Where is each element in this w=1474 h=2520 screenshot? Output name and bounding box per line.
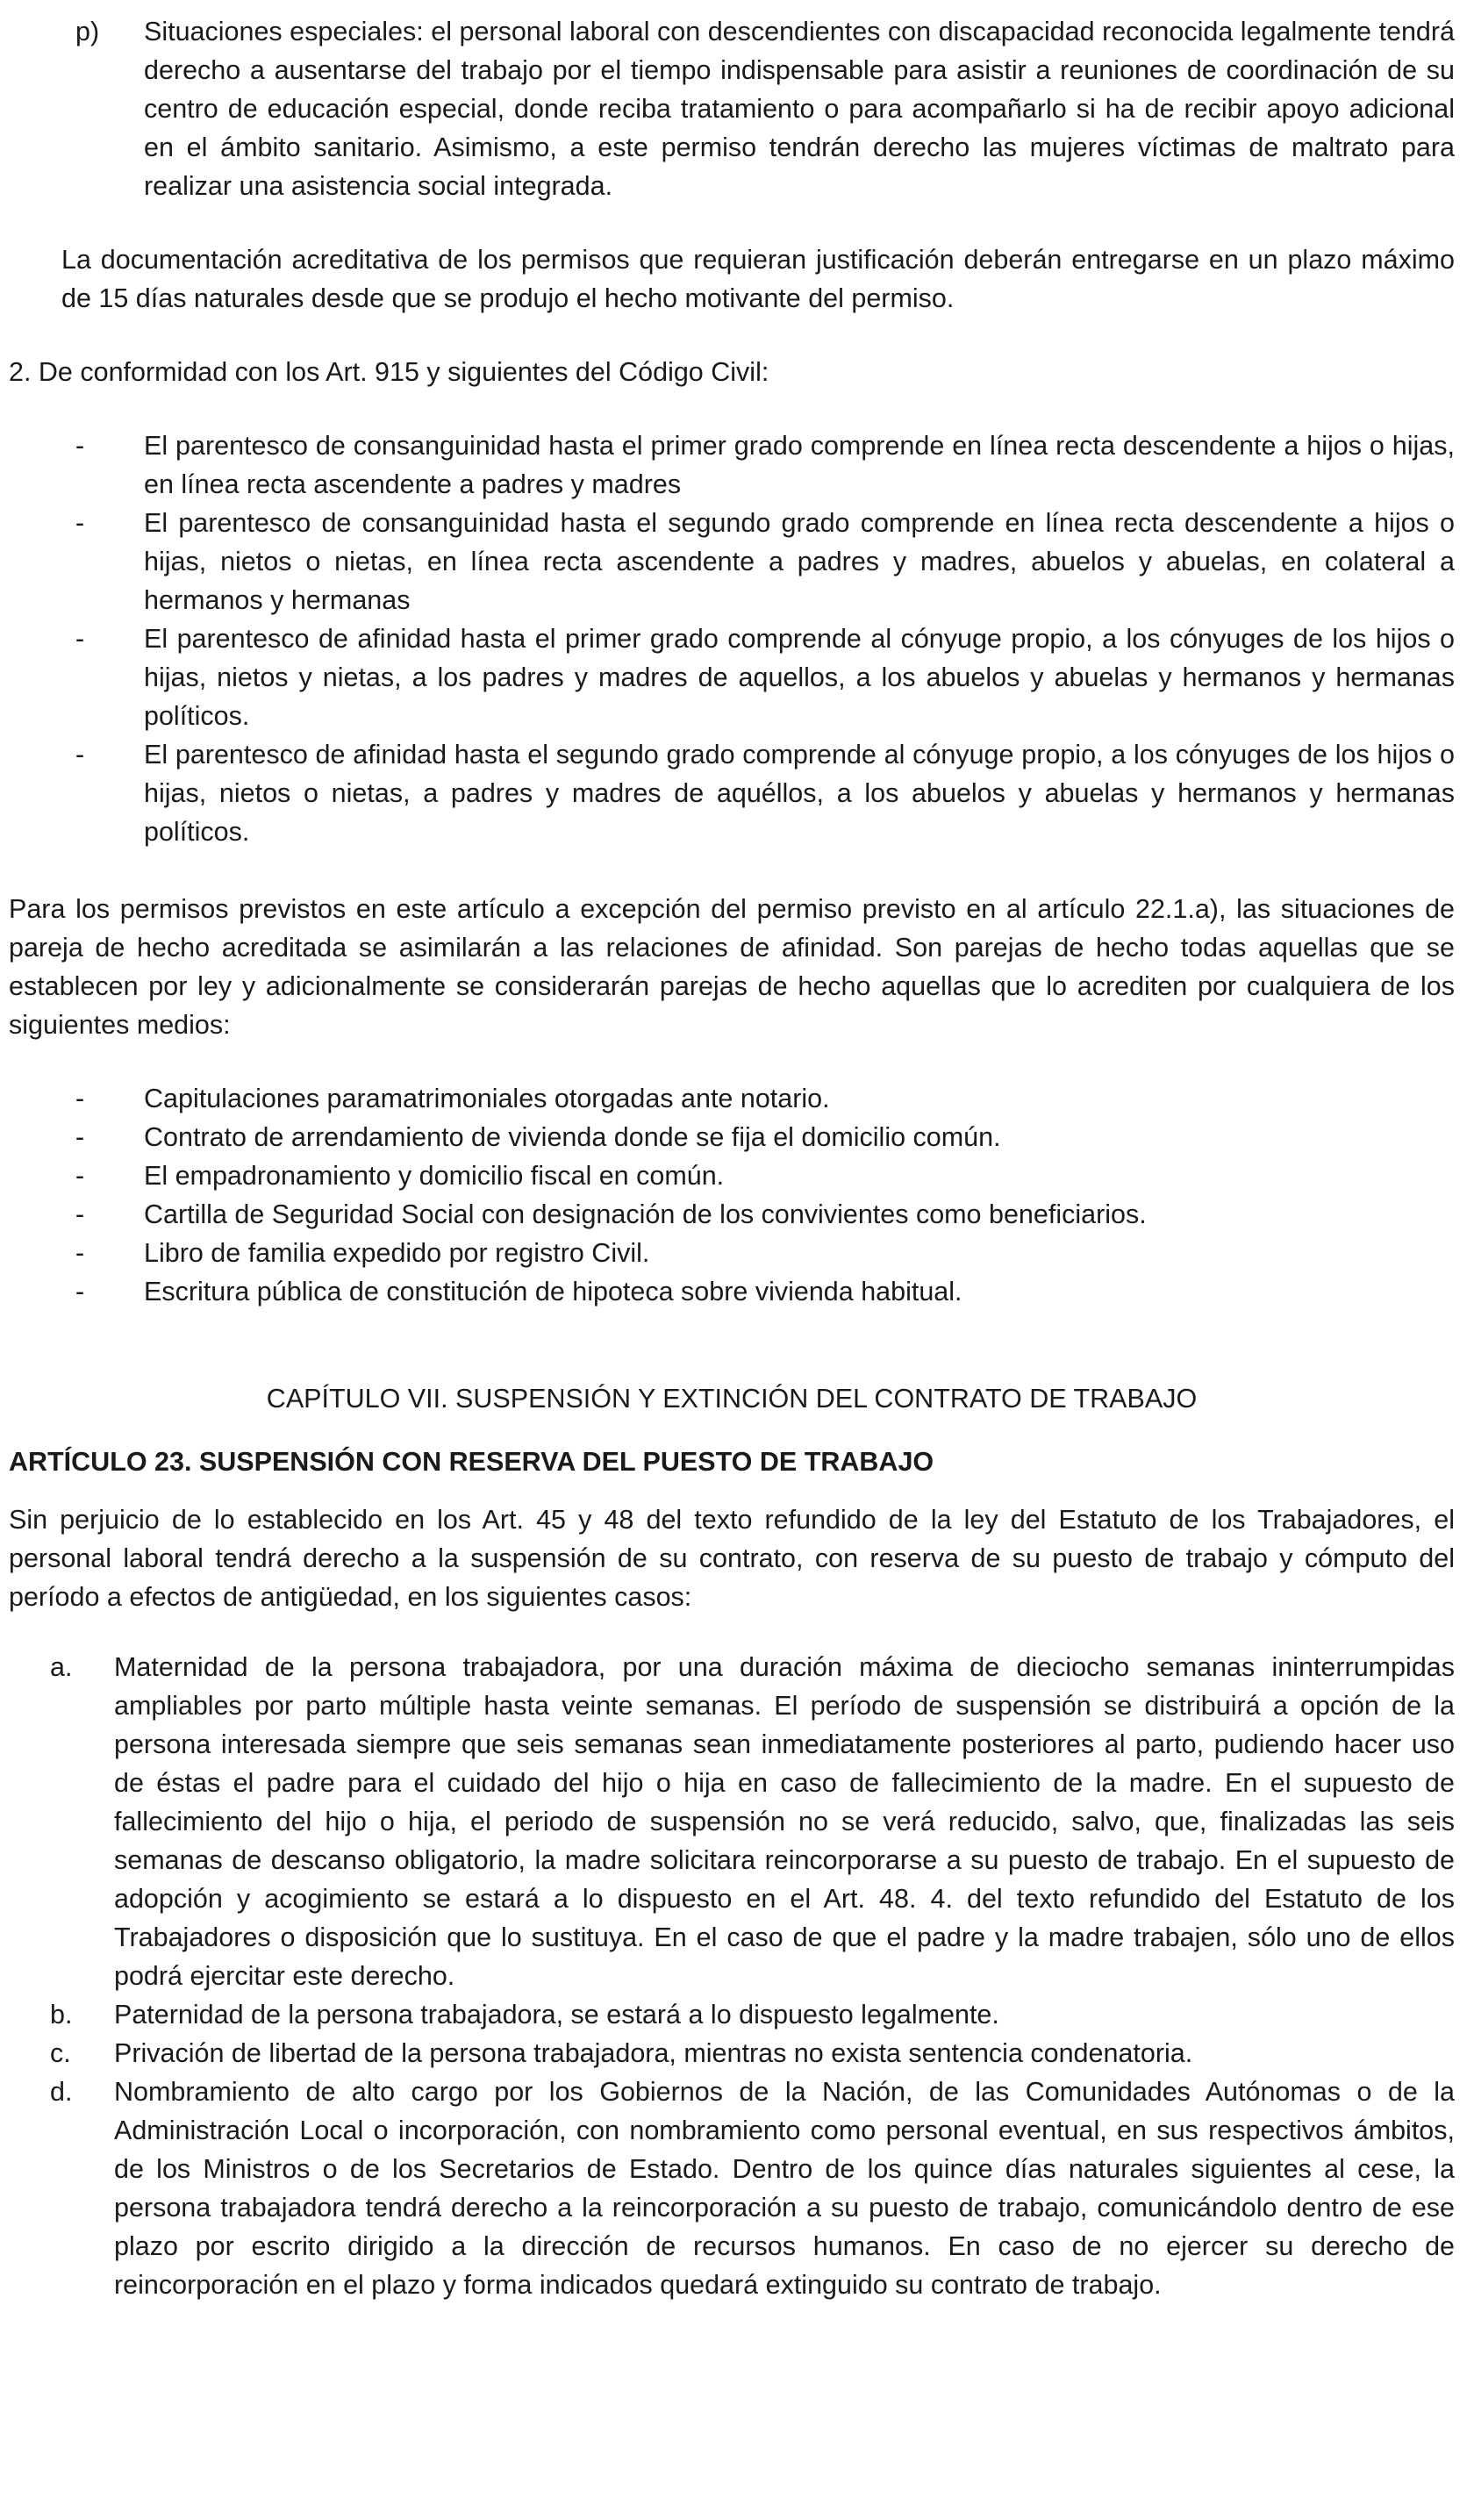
list-item — [9, 1234, 1455, 1272]
list-item-text: El parentesco de consanguinidad hasta el segundo grado comprende en línea recta descendente a hijos o hijas, nietos o nietas, en línea recta ascendente a padres y madres, abuelos y abuelas, en colateral a hermanos y hermanas — [144, 508, 1455, 615]
list-item-text: Cartilla de Seguridad Social con designación de los convivientes como beneficiarios. — [144, 1199, 1147, 1229]
case-text: Paternidad de la persona trabajadora, se estará a lo dispuesto legalmente. — [114, 2000, 999, 2030]
list-dash: - — [75, 624, 85, 654]
documentation-paragraph: La documentación acreditativa de los permisos que requieran justificación deberán entregarse en un plazo máximo de 15 días naturales desde que se produjo el hecho motivante del permiso. — [61, 245, 1455, 313]
list-item — [9, 426, 1455, 504]
item-p-marker: p) — [75, 17, 100, 47]
suspension-cases-list — [9, 1648, 1455, 2304]
case-marker: b. — [50, 2000, 73, 2030]
item-p-text: Situaciones especiales: el personal laboral con descendientes con discapacidad reconocida legalmente tendrá derecho a ausentarse del trabajo por el tiempo indispensable para asistir a reuniones de coordinación de su centro de educación especial, donde reciba tratamiento o para acompañarlo si ha de recibir apoyo adicional en el ámbito sanitario. Asimismo, a este permiso tendrán derecho las mujeres víctimas de maltrato para realizar una asistencia social integrada. — [144, 17, 1455, 201]
list-dash: - — [75, 1199, 85, 1229]
list-item — [9, 1272, 1455, 1311]
article-title: ARTÍCULO 23. SUSPENSIÓN CON RESERVA DEL PUESTO DE TRABAJO — [9, 1447, 934, 1477]
list-dash: - — [75, 1122, 85, 1152]
list-item-text: El parentesco de consanguinidad hasta el primer grado comprende en línea recta descendente a hijos o hijas, en línea recta ascendente a padres y madres — [144, 431, 1455, 499]
list-dash: - — [75, 431, 85, 461]
list-item-text: Libro de familia expedido por registro Civil. — [144, 1238, 650, 1268]
list-item — [9, 1156, 1455, 1195]
list-dash: - — [75, 740, 85, 770]
list-item-text: Escritura pública de constitución de hipoteca sobre vivienda habitual. — [144, 1277, 962, 1307]
list-item — [9, 619, 1455, 735]
article-intro: Sin perjuicio de lo establecido en los Art. 45 y 48 del texto refundido de la ley del Estatuto de los Trabajadores, el personal laboral tendrá derecho a la suspensión de su contrato, con reserva de su puesto de trabajo y cómputo del período a efectos de antigüedad, en los siguientes casos: — [9, 1505, 1455, 1612]
list-item — [9, 504, 1455, 619]
kinship-list — [9, 426, 1455, 851]
case-marker: d. — [50, 2077, 73, 2107]
list-item — [9, 1079, 1455, 1118]
couples-paragraph: Para los permisos previstos en este artículo a excepción del permiso previsto en al artículo 22.1.a), las situaciones de pareja de hecho acreditada se asimilarán a las relaciones de afinidad. Son parejas de hecho todas aquellas que se establecen por ley y adicionalmente se considerarán parejas de hecho aquellas que lo acrediten por cualquiera de los siguientes medios: — [9, 894, 1455, 1040]
list-item-text: El parentesco de afinidad hasta el primer grado comprende al cónyuge propio, a los cónyuges de los hijos o hijas, nietos y nietas, a los padres y madres de aquellos, a los abuelos y abuelas y hermanos y hermanas políticos. — [144, 624, 1455, 731]
list-dash: - — [75, 1161, 85, 1191]
item-p — [9, 12, 1455, 205]
case-text: Maternidad de la persona trabajadora, por una duración máxima de dieciocho semanas ininterrumpidas ampliables por parto múltiple hasta veinte semanas. El período de suspensión se distribuirá a opción de la persona interesada siempre que seis semanas sean inmediatamente posteriores al parto, pudiendo hacer uso de éstas el padre para el cuidado del hijo o hija en caso de fallecimiento de la madre. En el supuesto de fallecimiento del hijo o hija, el periodo de suspensión no se verá reducido, salvo, que, finalizadas las seis semanas de descanso obligatorio, la madre solicitara reincorporarse a su puesto de trabajo. En el supuesto de adopción y acogimiento se estará a lo dispuesto en el Art. 48. 4. del texto refundido del Estatuto de los Trabajadores o disposición que lo sustituya. En el caso de que el padre y la madre trabajen, sólo uno de ellos podrá ejercitar este derecho. — [114, 1652, 1455, 1991]
list-dash: - — [75, 1238, 85, 1268]
list-dash: - — [75, 508, 85, 538]
list-item-text: El empadronamiento y domicilio fiscal en común. — [144, 1161, 725, 1191]
case-marker: a. — [50, 1652, 73, 1682]
list-item-text: Capitulaciones paramatrimoniales otorgadas ante notario. — [144, 1084, 830, 1113]
list-item-text: El parentesco de afinidad hasta el segundo grado comprende al cónyuge propio, a los cónyuges de los hijos o hijas, nietos o nietas, a padres y madres de aquéllos, a los abuelos y abuelas y hermanos y hermanas políticos. — [144, 740, 1455, 847]
list-dash: - — [75, 1084, 85, 1113]
means-list — [9, 1079, 1455, 1311]
list-item-text: Contrato de arrendamiento de vivienda donde se fija el domicilio común. — [144, 1122, 1001, 1152]
list-item — [9, 1195, 1455, 1234]
case-item — [9, 1648, 1455, 1995]
list-dash: - — [75, 1277, 85, 1307]
case-marker: c. — [50, 2038, 71, 2068]
case-text: Nombramiento de alto cargo por los Gobiernos de la Nación, de las Comunidades Autónomas o de la Administración Local o incorporación, con nombramiento como personal eventual, en sus respectivos ámbitos, de los Ministros o de los Secretarios de Estado. Dentro de los quince días naturales siguientes al cese, la persona trabajadora tendrá derecho a la reincorporación a su puesto de trabajo, comunicándolo dentro de ese plazo por escrito dirigido a la dirección de recursos humanos. En caso de no ejercer su derecho de reincorporación en el plazo y forma indicados quedará extinguido su contrato de trabajo. — [114, 2077, 1455, 2300]
case-item — [9, 2073, 1455, 2304]
civil-code-intro: 2. De conformidad con los Art. 915 y siguientes del Código Civil: — [9, 357, 769, 387]
case-item — [9, 2034, 1455, 2073]
list-item — [9, 1118, 1455, 1156]
case-item — [9, 1995, 1455, 2034]
case-text: Privación de libertad de la persona trabajadora, mientras no exista sentencia condenatoria. — [114, 2038, 1193, 2068]
list-item — [9, 735, 1455, 851]
chapter-title: CAPÍTULO VII. SUSPENSIÓN Y EXTINCIÓN DEL CONTRATO DE TRABAJO — [266, 1384, 1198, 1414]
